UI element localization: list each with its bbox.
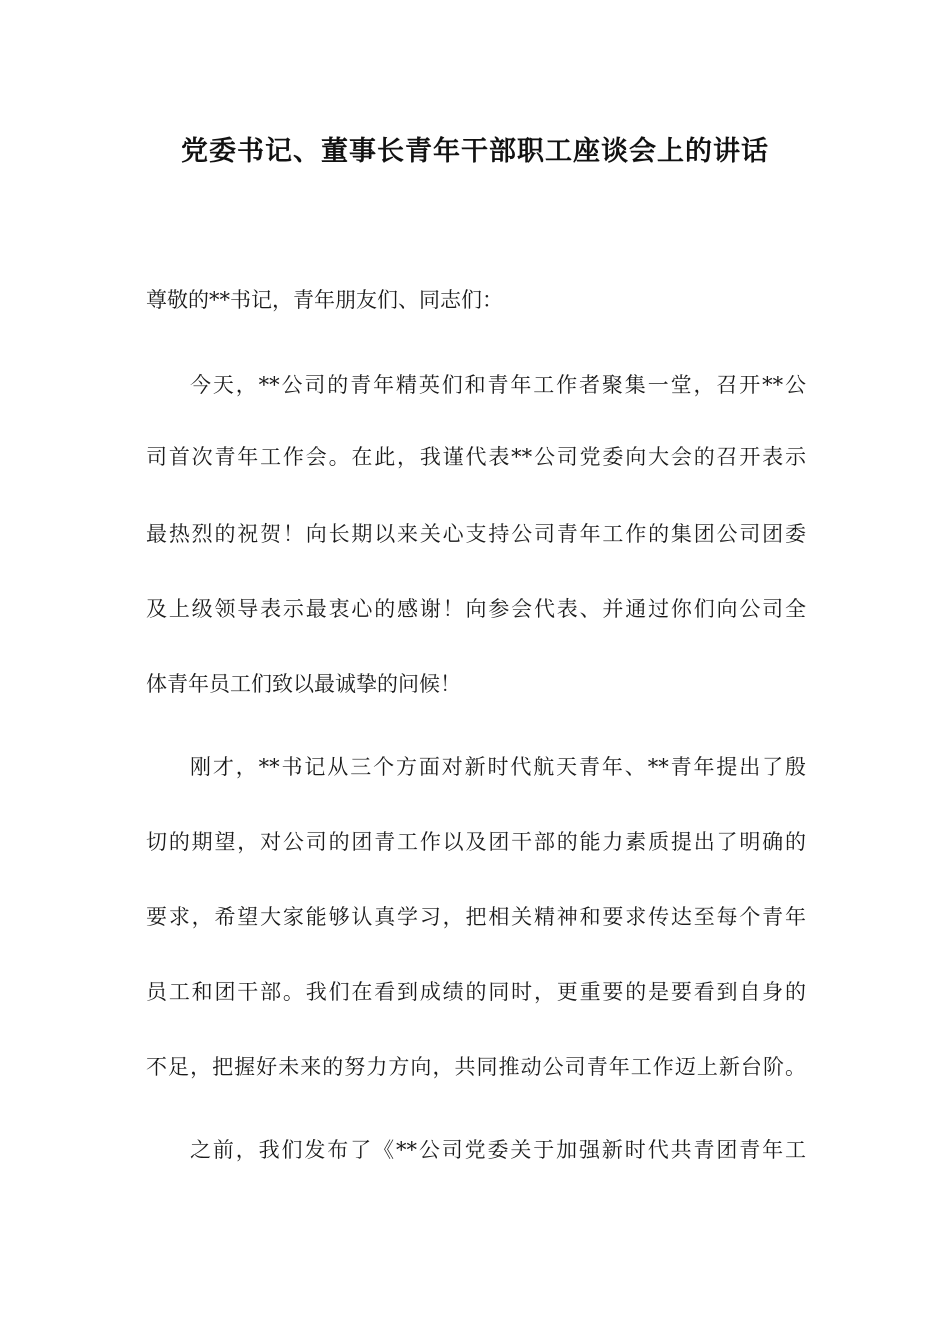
document-title: 党委书记、董事长青年干部职工座谈会上的讲话	[181, 136, 769, 167]
paragraph-2-line-4: 员工和团干部。我们在看到成绩的同时，更重要的是要看到自身的	[146, 980, 806, 1004]
paragraph-1-line-2: 司首次青年工作会。在此，我谨代表**公司党委向大会的召开表示	[146, 445, 806, 469]
paragraph-1-line-1: 今天，**公司的青年精英们和青年工作者聚集一堂，召开**公	[190, 373, 806, 397]
salutation: 尊敬的**书记，青年朋友们、同志们：	[146, 288, 503, 312]
paragraph-3-line-1: 之前，我们发布了《**公司党委关于加强新时代共青团青年工	[190, 1138, 806, 1162]
paragraph-1-line-3: 最热烈的祝贺！向长期以来关心支持公司青年工作的集团公司团委	[146, 522, 806, 546]
paragraph-2-line-2: 切的期望，对公司的团青工作以及团干部的能力素质提出了明确的	[146, 830, 806, 854]
paragraph-1-line-4: 及上级领导表示最衷心的感谢！向参会代表、并通过你们向公司全	[146, 597, 806, 621]
paragraph-1-line-5: 体青年员工们致以最诚挚的问候！	[146, 672, 461, 696]
paragraph-2-line-3: 要求，希望大家能够认真学习，把相关精神和要求传达至每个青年	[146, 905, 806, 929]
paragraph-2-line-5: 不足，把握好未来的努力方向，共同推动公司青年工作迈上新台阶。	[146, 1055, 806, 1079]
paragraph-2-line-1: 刚才，**书记从三个方面对新时代航天青年、**青年提出了殷	[190, 755, 806, 779]
